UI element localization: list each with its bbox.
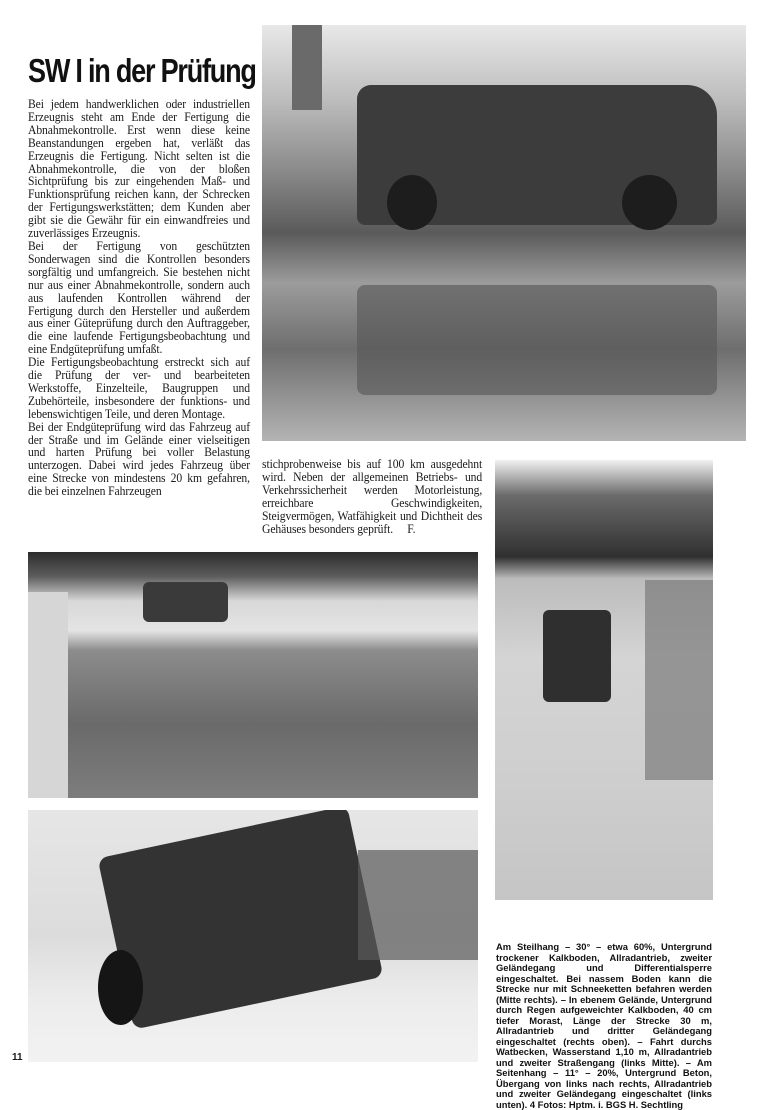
- vehicle-shape: [543, 610, 611, 702]
- wheel: [387, 175, 437, 230]
- bushes: [645, 580, 713, 780]
- article-title: SW I in der Prüfung: [28, 52, 256, 89]
- photo-side-slope: [28, 810, 478, 1062]
- photo-caption: Am Steilhang – 30° – etwa 60%, Untergrund trockener Kalkboden, Allradantrieb, zweiter Geländegang und Differentialsperre eingeschaltet. Bei nassem Boden kann die Strecke nur mit Schneeketten befahren werden (Mitte rechts). – In ebenem Gelände, Untergrund durch Regen aufgeweichter Kalkboden, 40 cm tiefer Morast, Länge der Strecke 30 m, Allradantrieb und dritter Geländegang eingeschaltet (rechts oben). – Fahrt durchs Watbecken, Wasserstand 1,10 m, Allradantrieb und zweiter Straßengang (links Mitte). – Am Seitenhang – 11° – 20%, Untergrund Beton, Übergang von links nach rechts, Allradantrieb und zweiter Geländegang eingeschaltet (links unten). 4 Fotos: Hptm. i. BGS H. Sechtling: [496, 941, 712, 1110]
- article-body-column-2: [262, 458, 482, 535]
- page-number: 11: [12, 1052, 23, 1063]
- paragraph: Bei der Endgüteprüfung wird das Fahrzeug auf der Straße und im Gelände einer vielseitigen und harten Prüfung bei voller Belastung unterzogen. Dabei wird jedes Fahrzeug über eine Strecke von mindestens 20 km gefahren, die bei einzelnen Fahrzeugen: [28, 419, 250, 499]
- wheel: [98, 950, 143, 1025]
- person-figure: [292, 25, 322, 110]
- photo-water-basin: [28, 552, 478, 798]
- paragraph: Bei der Fertigung von geschützten Sonderwagen sind die Kontrollen besonders sorgfältig und umfangreich. Sie bestehen nicht nur aus einer Abnahmekontrolle, sondern auch aus laufenden Kontrollen während der Fertigung durch den Hersteller und außerdem aus einer Güteprüfung durch den Auftraggeber, die eine laufende Fertigungsbeobachtung und eine Endgüteprüfung umfaßt.: [28, 238, 250, 357]
- reflection: [357, 285, 717, 395]
- photo-steep-slope: [495, 460, 713, 900]
- vehicle-shape: [143, 582, 228, 622]
- bushes: [358, 850, 478, 960]
- paragraph: Die Fertigungsbeobachtung erstreckt sich auf die Prüfung der ver- und bearbeiteten Werkstoffe, Einzelteile, Baugruppen und Zubehörteile, insbesondere der funktions- und lebenswichtigen Teile, und deren Montage.: [28, 355, 250, 421]
- photo-vehicle-in-mud: [262, 25, 746, 441]
- basin-wall: [28, 592, 68, 798]
- wheel: [622, 175, 677, 230]
- author-signature: F.: [407, 521, 416, 536]
- paragraph: stichprobenweise bis auf 100 km ausgedehnt wird. Neben der allgemeinen Betriebs- und Verkehrssicherheit werden Motorleistung, erreichbare Geschwindigkeiten, Steigvermögen, Watfähigkeit und Dichtheit des Gehäuses besonders geprüft.: [262, 457, 483, 536]
- article-body-column-1: [28, 98, 250, 498]
- paragraph: Bei jedem handwerklichen oder industriellen Erzeugnis steht am Ende der Fertigung die Abnahmekontrolle. Erst wenn diese keine Beanstandungen ergeben hat, verläßt das Erzeugnis die Fertigung. Nicht selten ist die Abnahmekontrolle, die von der bloßen Sichtprüfung bis zur eingehenden Maß- und Funktionsprüfung reichen kann, der Schrecken der Fertigungswerkstätten; dem Kunden aber gibt sie die Gewähr für ein einwandfreies und zuverlässiges Erzeugnis.: [28, 97, 250, 241]
